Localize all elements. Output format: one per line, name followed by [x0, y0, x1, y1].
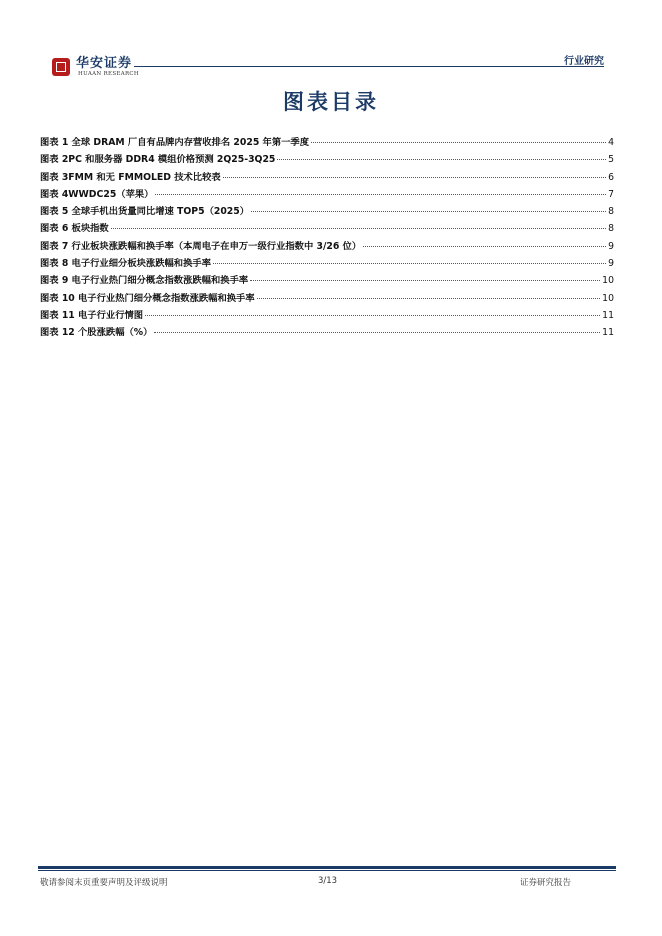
page-title: 图表目录	[283, 90, 379, 114]
toc-entry-page: 10	[602, 275, 614, 287]
toc-entry[interactable]	[40, 220, 614, 237]
toc-entry[interactable]	[40, 272, 614, 289]
disclaimer-note: 敬请参阅末页重要声明及评级说明	[40, 878, 168, 888]
toc-entry-page: 7	[608, 188, 614, 200]
toc-entry[interactable]	[40, 186, 614, 203]
table-of-figures	[40, 134, 614, 342]
toc-entry-page: 8	[608, 223, 614, 235]
toc-entry-title: 图表 10 电子行业热门细分概念指数涨跌幅和换手率	[40, 292, 255, 304]
toc-entry-page: 4	[608, 137, 614, 148]
toc-entry[interactable]	[40, 324, 614, 341]
toc-entry-title: 图表 11 电子行业行情图	[40, 309, 144, 321]
toc-entry-title: 图表 9 电子行业热门细分概念指数涨跌幅和换手率	[40, 275, 249, 287]
toc-entry[interactable]	[40, 151, 614, 168]
footer-divider-thin	[38, 870, 616, 871]
logo-english: HUAAN RESEARCH	[78, 71, 140, 77]
toc-entry-page: 9	[608, 240, 614, 252]
toc-dot-leader	[213, 263, 606, 264]
toc-dot-leader	[251, 211, 606, 212]
toc-entry-page: 10	[602, 292, 614, 304]
report-type: 证券研究报告	[520, 878, 572, 888]
company-logo-icon	[52, 58, 70, 76]
toc-dot-leader	[257, 298, 601, 299]
toc-entry-page: 5	[608, 154, 614, 166]
toc-entry[interactable]	[40, 238, 614, 255]
toc-dot-leader	[277, 159, 606, 160]
footer-divider-thick	[38, 866, 616, 869]
toc-entry[interactable]	[40, 255, 614, 272]
toc-dot-leader	[145, 315, 600, 316]
toc-entry[interactable]	[40, 169, 614, 186]
header-divider	[134, 66, 604, 67]
toc-entry-title: 图表 3FMM 和无 FMMOLED 技术比较表	[40, 171, 221, 183]
toc-entry-title: 图表 2PC 和服务器 DDR4 模组价格预测 2Q25-3Q25	[40, 154, 276, 166]
logo-name: 华安证券	[76, 56, 133, 71]
toc-entry-title: 图表 5 全球手机出货量同比增速 TOP5（2025）	[40, 206, 250, 218]
report-category: 行业研究	[564, 56, 604, 67]
toc-entry[interactable]	[40, 307, 614, 324]
toc-dot-leader	[250, 280, 600, 281]
toc-dot-leader	[223, 177, 606, 178]
toc-entry-title: 图表 7 行业板块涨跌幅和换手率（本周电子在申万一级行业指数中 3/26 位）	[40, 240, 362, 252]
toc-entry-page: 11	[602, 309, 614, 321]
toc-entry-title: 图表 4WWDC25（苹果）	[40, 188, 154, 200]
toc-dot-leader	[155, 194, 606, 195]
toc-entry-title: 图表 1 全球 DRAM 厂自有品牌内存营收排名 2025 年第一季度	[40, 137, 310, 148]
toc-dot-leader	[154, 332, 600, 333]
toc-dot-leader	[363, 246, 606, 247]
toc-dot-leader	[111, 228, 606, 229]
toc-entry-title: 图表 6 板块指数	[40, 223, 109, 235]
toc-entry-page: 11	[602, 327, 614, 339]
toc-entry-title: 图表 12 个股涨跌幅（%）	[40, 327, 153, 339]
toc-entry-page: 9	[608, 258, 614, 270]
toc-entry-page: 6	[608, 171, 614, 183]
toc-entry[interactable]	[40, 290, 614, 307]
toc-entry[interactable]	[40, 134, 614, 151]
page-header	[44, 46, 604, 82]
toc-dot-leader	[311, 142, 606, 143]
toc-entry-title: 图表 8 电子行业细分板块涨跌幅和换手率	[40, 258, 211, 270]
toc-entry-page: 8	[608, 206, 614, 218]
page-number: 3/13	[318, 876, 338, 886]
toc-entry[interactable]	[40, 203, 614, 220]
